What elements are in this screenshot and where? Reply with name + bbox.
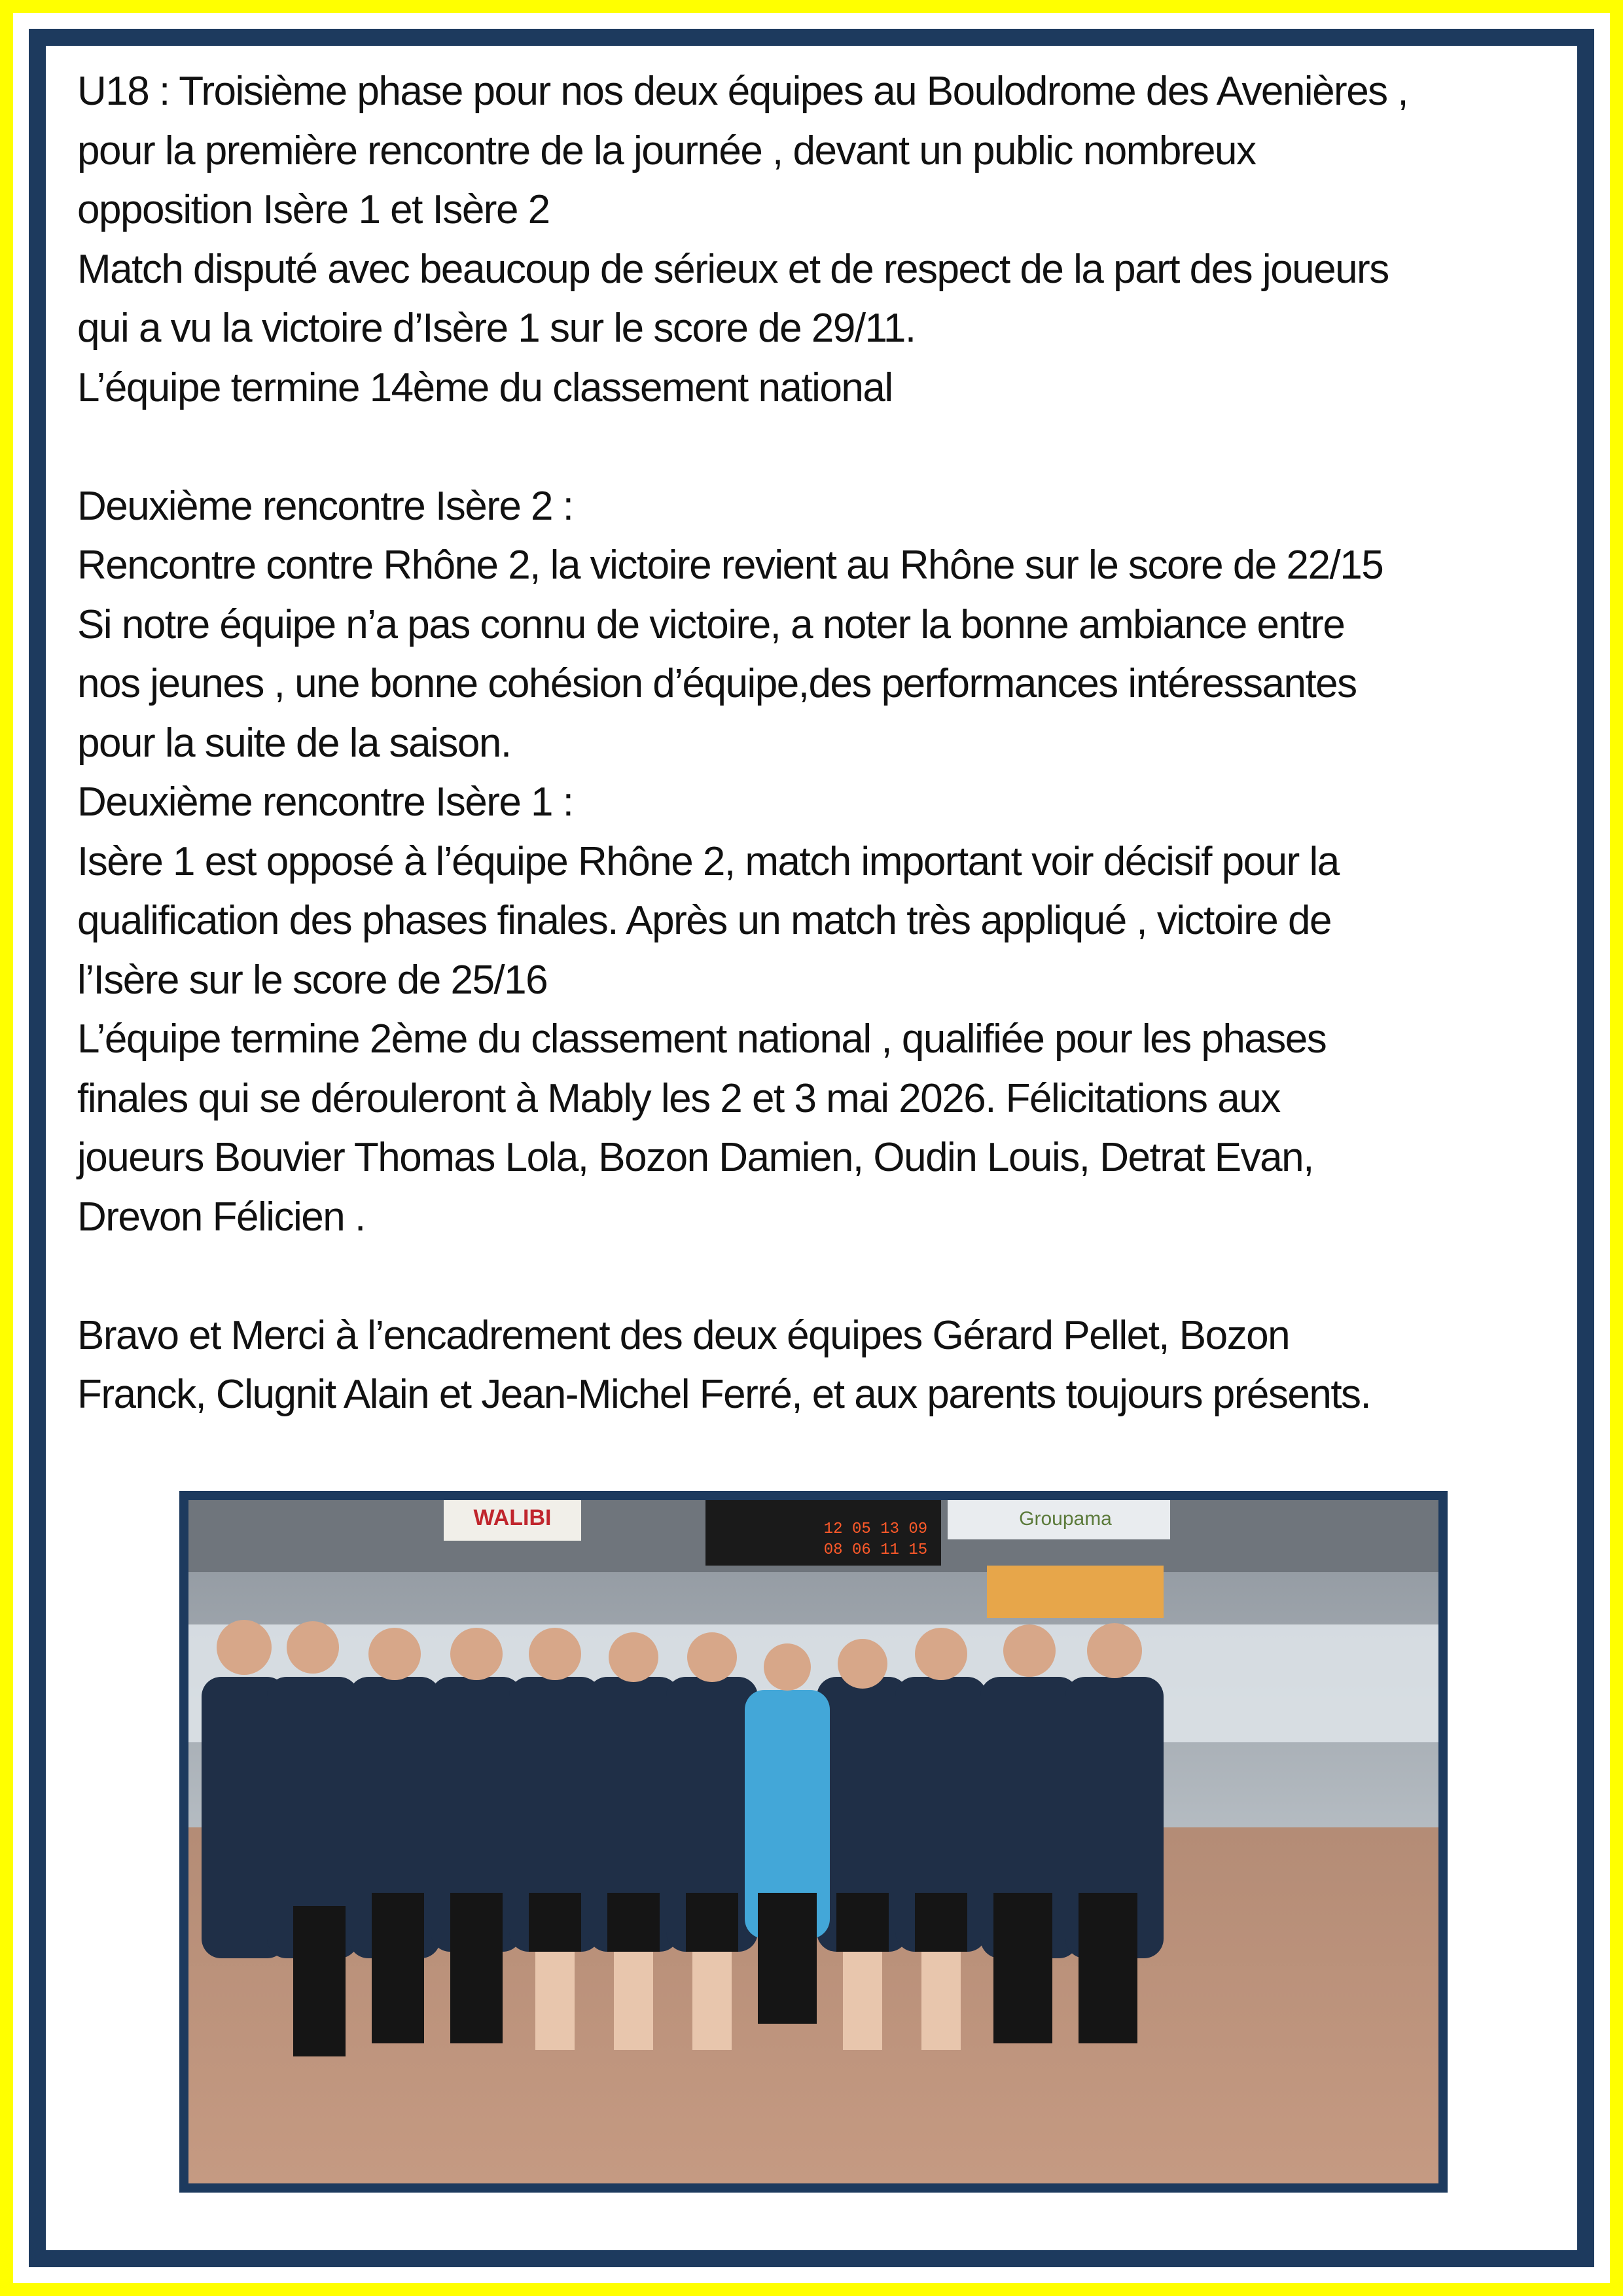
article-line: Deuxième rencontre Isère 1 : bbox=[77, 780, 573, 825]
article-line: nos jeunes , une bonne cohésion d’équipe,des performances intéressantes bbox=[77, 661, 1357, 706]
article-line: Match disputé avec beaucoup de sérieux et de respect de la part des joueurs bbox=[77, 246, 1389, 292]
groupama-banner-text: Groupama bbox=[1019, 1508, 1112, 1530]
article-line: L’équipe termine 14ème du classement national bbox=[77, 365, 893, 410]
article-line: Rencontre contre Rhône 2, la victoire revient au Rhône sur le score de 22/15 bbox=[77, 543, 1383, 588]
team-photo bbox=[179, 1491, 1448, 2193]
article-line: Isère 1 est opposé à l’équipe Rhône 2, match important voir décisif pour la bbox=[77, 838, 1339, 884]
article-line: L’équipe termine 2ème du classement national , qualifiée pour les phases bbox=[77, 1016, 1327, 1062]
article-line: Drevon Félicien . bbox=[77, 1194, 365, 1240]
article-line: U18 : Troisième phase pour nos deux équipes au Boulodrome des Avenières , bbox=[77, 69, 1408, 114]
article-line: Si notre équipe n’a pas connu de victoire, a noter la bonne ambiance entre bbox=[77, 601, 1345, 647]
scoreboard-row1: 12 05 13 09 bbox=[823, 1520, 928, 1538]
article-line: Deuxième rencontre Isère 2 : bbox=[77, 483, 573, 529]
article-line: finales qui se dérouleront à Mably les 2 et 3 mai 2026. Félicitations aux bbox=[77, 1075, 1280, 1121]
team-photo-illustration bbox=[188, 1500, 1438, 2183]
article-line: Franck, Clugnit Alain et Jean-Michel Ferré, et aux parents toujours présents. bbox=[77, 1372, 1371, 1417]
scoreboard-row2: 08 06 11 15 bbox=[823, 1541, 928, 1559]
article-line: l’Isère sur le score de 25/16 bbox=[77, 957, 548, 1003]
article-line: opposition Isère 1 et Isère 2 bbox=[77, 187, 550, 232]
club-sign bbox=[987, 1566, 1164, 1618]
article-text bbox=[77, 62, 1556, 1425]
article-line: qualification des phases finales. Après un match très appliqué , victoire de bbox=[77, 898, 1331, 943]
article-line: qui a vu la victoire d’Isère 1 sur le score de 29/11. bbox=[77, 306, 916, 351]
paragraph-spacer bbox=[77, 418, 1556, 477]
article-line: joueurs Bouvier Thomas Lola, Bozon Damien, Oudin Louis, Detrat Evan, bbox=[77, 1135, 1313, 1180]
article-line: pour la première rencontre de la journée , devant un public nombreux bbox=[77, 128, 1256, 173]
walibi-banner-text: WALIBI bbox=[473, 1505, 552, 1530]
paragraph-spacer bbox=[77, 1247, 1556, 1306]
article-line: Bravo et Merci à l’encadrement des deux équipes Gérard Pellet, Bozon bbox=[77, 1312, 1290, 1358]
article-line: pour la suite de la saison. bbox=[77, 720, 511, 766]
